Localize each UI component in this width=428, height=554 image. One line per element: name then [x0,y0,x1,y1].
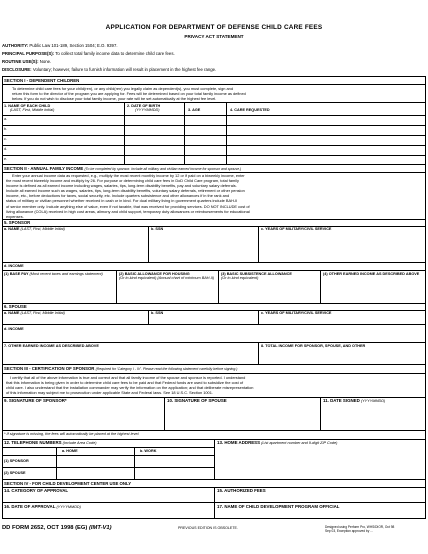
divider [258,226,259,262]
section-2-instructions [6,173,424,219]
spouse-income-label: d. INCOME [4,327,24,331]
item-15-label: 15. AUTHORIZED FEES [217,488,266,493]
sponsor-ssn-label: b. SSN [151,227,164,231]
section-1-intro [12,86,422,101]
divider [2,447,214,448]
authority-text: Public Law 101-189, Section 1504; E.O. 9397. [29,43,118,48]
sponsor-ssn-field[interactable] [151,227,163,231]
home-phone-column [62,449,78,453]
instruction-line: Include all earned income such as wages, salaries, tips, long-term disability benefits, voluntary salary deferrals, retirement or other pension [6,188,245,194]
divider [320,397,321,430]
item-16-sublabel: (YYYYMMDD) [56,505,81,509]
purpose-label: PRINCIPAL PURPOSE(S): [2,51,55,56]
item-7-label: 7. OTHER EARNED INCOME AS DESCRIBED ABOVE [4,344,99,348]
divider [2,324,426,325]
authority-line [2,43,118,48]
child-row-a[interactable]: a. [4,117,8,121]
divider [2,145,426,146]
date-of-approval-field[interactable] [4,505,81,509]
signature-footnote [4,432,140,436]
divider [214,439,215,479]
divider [2,342,426,343]
sponsor-years-field[interactable] [261,227,331,231]
item-13-sublabel: (List apartment number and 9-digit ZIP Code) [261,441,338,445]
sponsor-name-field[interactable] [4,227,65,231]
date-signed-field[interactable] [323,399,385,403]
spouse-name-sublabel: (LAST, First, Middle Initial) [20,311,65,315]
disclosure-line [2,67,216,72]
disclosure-text: Voluntary; however, failure to furnish information will result in placement in the highest fee range. [32,67,217,72]
instruction-line: Enter your annual income data as requested, e.g., multiply the most recent monthly income by 12 or if paid on a biweekly income, enter [12,173,245,178]
certification-line: child care. I also understand that the installation commander may verify the information on the application; and that deliberate misrepresentation [6,385,254,391]
spouse-name-label: a. NAME [4,311,20,315]
divider [258,310,259,324]
instruction-line: income is defined as all earned income including wages, salaries, tips, long-term disability benefits, pay and voluntary salary deferrals. [6,183,237,189]
divider [320,270,321,303]
section-2-title: SECTION II - ANNUAL FAMILY INCOME [4,166,84,171]
routine-use-line [2,59,51,64]
purpose-line [2,51,175,56]
bah-field[interactable] [119,272,217,280]
divider [2,219,426,220]
divider [2,115,426,116]
sponsor-name-sublabel: (LAST, First, Middle Initial) [20,227,65,231]
divider [56,447,57,479]
instruction-line: the most recent biweekly income and multiply by 26. For purpose or determining child care fees in DoD Child Care program, total family [6,178,239,184]
item-8-label: 8. TOTAL INCOME FOR SPONSOR, SPOUSE, AND OTHER [261,344,366,348]
base-pay-field[interactable] [4,272,114,276]
home-address-field[interactable] [217,441,337,445]
spouse-signature-field[interactable] [167,399,227,403]
certification-statement [6,375,424,395]
item-12-label: 12. TELEPHONE NUMBERS [4,440,62,445]
work-phone-label: b. WORK [140,449,157,453]
sponsor-heading: 5. SPONSOR [4,220,31,225]
item-13-label: 13. HOME ADDRESS [217,440,261,445]
child-name-subtitle: (LAST, First, Middle Initial) [10,108,55,113]
divider [2,270,426,271]
designed-line: Designed using Perform Pro, WHS/DIOR, Oct 98 [325,525,395,529]
authority-label: AUTHORITY: [2,43,29,48]
base-pay-subtitle: (Most recent taxes and earnings statement) [29,272,103,276]
instruction-line: expenses. [6,213,24,219]
item-9-label: 9. SIGNATURE OF SPONSOR* [4,398,67,403]
child-name-title: 1. NAME OF EACH CHILD [4,104,51,108]
spouse-phone-label: (2) SPOUSE [4,471,26,475]
section-4-header: SECTION IV - FOR CHILD DEVELOPMENT CENTER USE ONLY [4,481,132,486]
divider [2,303,426,304]
divider [2,164,426,165]
bas-subtitle: (Or in-kind equivalent) [221,276,259,281]
divider [2,479,426,480]
care-requested-title: 4. CARE REQUESTED [230,108,270,112]
divider [164,397,165,430]
divider [148,226,149,262]
instruction-line: of senior member only. Include anything else of value, even if not taxable, that was received for providing services. DO NOT INCLUDE cost of [6,203,250,209]
sponsor-phone-row[interactable] [4,459,29,463]
form-id: DD FORM 2652, OCT 1998 (EG) [2,525,88,531]
routine-use-text: None. [39,59,52,64]
spouse-ssn-field[interactable] [151,311,163,315]
designed-line: Sep 03, Exception approved by ... [325,529,373,534]
divider [2,502,426,503]
spouse-income-field[interactable] [4,327,24,331]
sponsor-income-label [4,264,24,268]
previous-edition-note: PREVIOUS EDITION IS OBSOLETE. [178,526,238,530]
divider [2,135,426,136]
dob-column-header [127,104,160,112]
form-title: APPLICATION FOR DEPARTMENT OF DEFENSE CHILD CARE FEES [105,24,323,31]
section-1-intro-line: return this form to the director of the program you are applying for. Fees will be determined based on your total family income as defined [12,91,246,97]
age-title: 3. AGE [188,108,201,112]
divider [148,310,149,324]
divider [134,447,135,479]
instruction-line: living allowance (COLA) received in high cost areas, alimony and child support, temporary duty allowances or reimbursements for educational [6,208,250,214]
section-3-header [4,366,237,371]
dob-subtitle: (YYYYMMDD) [135,108,160,113]
designed-by-note [325,525,394,533]
divider [116,270,117,303]
age-column-header [188,108,200,112]
section-1-intro-line: To determine child care fees for your child(ren), or any child(ren) you legally claim as dependent(s), you must complete, sign and [12,86,234,91]
sponsor-phone-label: (1) SPONSOR [4,459,29,463]
child-row-e[interactable]: e. [4,157,8,161]
item-11-label: 11. DATE SIGNED [323,398,360,403]
certification-line: that this information is being given in order to determine child care fees to be paid and that Federal funds are used to subsidize the cost of [6,380,244,386]
divider [2,455,214,456]
telephone-numbers-heading [4,441,96,445]
divider [2,125,426,126]
bah-title: (2) BASIC ALLOWANCE FOR HOUSING [119,272,190,276]
divider [258,342,259,364]
section-1-intro-line: below. If you do not wish to disclose your total family income, your rate will be set automatically at the highest fee level. [12,96,217,102]
divider [2,310,426,311]
item-14-label: 14. CATEGORY OF APPROVAL [4,488,69,493]
divider [2,373,426,374]
spouse-phone-row[interactable] [4,471,26,475]
base-pay-title: (1) BASE PAY [4,272,29,276]
routine-use-label: ROUTINE USE(S): [2,59,39,64]
divider [2,226,426,227]
spouse-years-field[interactable] [261,311,331,315]
divider [2,262,426,263]
spouse-years-label: c. YEARS OF MILITARY/CIVIL SERVICE [261,311,332,315]
item-17-label: 17. NAME OF CHILD DEVELOPMENT PROGRAM OFFICIAL [217,504,340,509]
instruction-line: status of military or civilian personnel whether received in cash or in kind. For dual military living in government quarters include BAH-II [6,198,238,204]
other-income-title: (4) OTHER EARNED INCOME AS DESCRIBED ABOVE [323,272,420,276]
child-row-b[interactable]: b. [4,127,8,131]
bas-title: (3) BASIC SUBSISTENCE ALLOWANCE [221,272,292,276]
section-1-header: SECTION I - DEPENDENT CHILDREN [4,78,80,83]
divider [2,102,426,103]
section-3-note: (Required for 'Category I - IV'. Please read the following statement carefully before signing.) [95,367,238,371]
child-row-c[interactable]: c. [4,137,7,141]
total-income-field[interactable] [261,344,421,348]
footnote-text: * If signature is missing, the fees will automatically be placed at the highest level. [4,432,140,436]
disclosure-label: DISCLOSURE: [2,67,32,72]
item-16-label: 16. DATE OF APPROVAL [4,504,56,509]
work-phone-column [140,449,156,453]
other-earned-income-field[interactable] [4,344,99,348]
sponsor-signature-field[interactable] [4,399,67,403]
section-2-note: (To be completed by sponsor. Include all military and civilian earned income for sponsor and spouse.) [84,167,242,171]
certification-line: of this information may subject me to prosecution under applicable State and Federal laws. See 18 U.S.C. Section 1001. [6,390,213,396]
divider [2,84,426,85]
form-id-suffix: (IMT-V1) [89,525,112,531]
section-2-header [4,166,241,171]
child-name-column-header [4,104,54,112]
spouse-name-field[interactable] [4,311,65,315]
privacy-act-heading: PRIVACY ACT STATEMENT [184,34,244,39]
instruction-line: income, etc., before deductions for taxes, social security, etc. Include quarters subsistence and other allowances if in the rank and [6,193,230,199]
sponsor-years-label: c. YEARS OF MILITARY/CIVIL SERVICE [261,227,332,231]
bas-field[interactable] [221,272,319,280]
divider [2,155,426,156]
certification-line: I certify that all of the above information is true and correct and that all family income of the spouse and sponsor is reported. I understand [10,375,246,380]
dob-title: 2. DATE OF BIRTH [127,104,161,108]
child-row-d[interactable]: d. [4,147,8,151]
form-number [2,525,112,531]
divider [214,487,215,519]
divider [2,430,426,431]
home-phone-label: a. HOME [62,449,78,453]
sponsor-name-label: a. NAME [4,227,20,231]
bah-subtitle: (Or in-kind equivalent) (Annual chart of minimum BAH-II) [119,276,215,281]
program-official-field[interactable] [217,505,339,509]
divider [218,270,219,303]
care-requested-column-header [230,108,270,112]
category-of-approval-field[interactable] [4,489,68,493]
item-10-label: 10. SIGNATURE OF SPOUSE [167,398,227,403]
spouse-heading: 6. SPOUSE [4,304,27,309]
spouse-ssn-label: b. SSN [151,311,164,315]
item-12-sublabel: (Include Area Code) [62,441,97,445]
purpose-text: To collect total family income data to determine child care fees. [55,51,175,56]
other-income-field[interactable] [323,272,423,276]
income-label: d. INCOME [4,264,24,268]
divider [2,364,426,365]
item-11-sublabel: (YYYYMMDD) [360,399,386,403]
section-3-title: SECTION III - CERTIFICATION OF SPONSOR [4,366,95,371]
authorized-fees-field[interactable] [217,489,266,493]
divider [2,467,214,468]
